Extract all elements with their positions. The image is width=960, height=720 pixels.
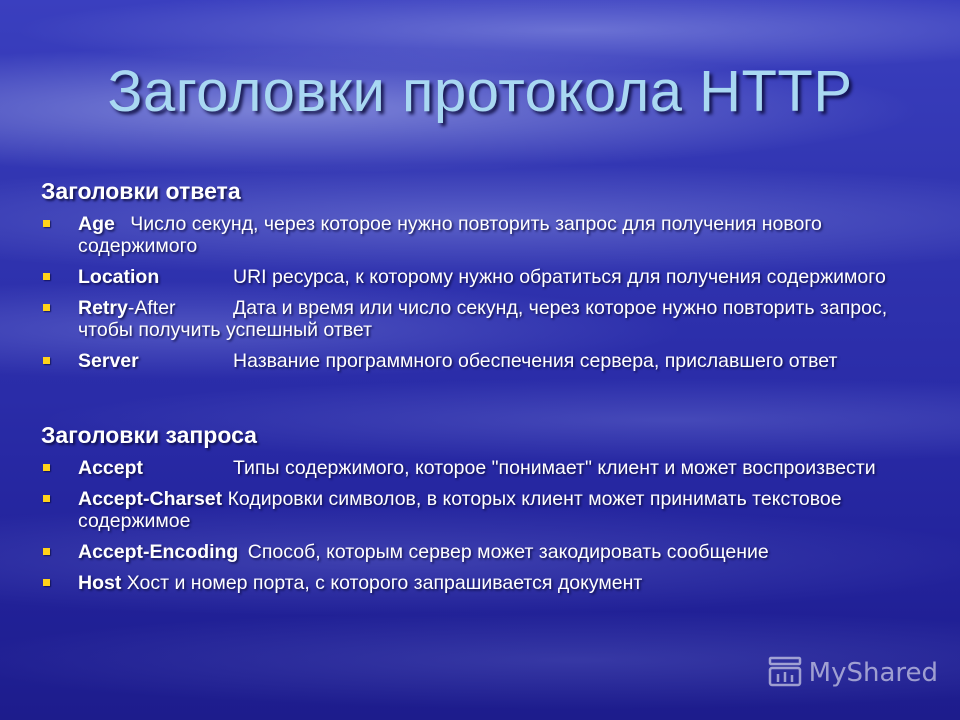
header-description: Типы содержимого, которое "понимает" клиент и может воспроизвести: [233, 457, 876, 479]
header-term: Accept: [78, 457, 144, 479]
slide-title: Заголовки протокола HTTP: [107, 59, 853, 124]
list-item: [41, 297, 931, 341]
header-description: Способ, которым сервер может закодировать сообщение: [247, 541, 769, 563]
request-headers-list: [41, 457, 931, 603]
list-item: [41, 541, 931, 563]
bullet-icon: [43, 579, 50, 586]
bullet-icon: [43, 548, 50, 555]
myshared-logo-icon: [767, 656, 803, 690]
header-description: Дата и время или число секунд, через которое нужно повторить запрос, чтобы получить успешный ответ: [78, 297, 888, 341]
list-item: [41, 350, 931, 372]
list-item: [41, 488, 931, 532]
header-term: Server: [78, 350, 139, 372]
header-term: Age: [78, 213, 115, 235]
header-term: Accept-Encoding: [78, 541, 239, 563]
bullet-icon: [43, 304, 50, 311]
bullet-icon: [43, 220, 50, 227]
header-description: Кодировки символов, в которых клиент может принимать текстовое содержимое: [78, 488, 842, 532]
list-item: [41, 572, 931, 594]
header-description: URI ресурса, к которому нужно обратиться для получения содержимого: [233, 266, 886, 288]
header-term: Accept-Charset: [78, 488, 223, 510]
header-description: Число секунд, через которое нужно повторить запрос для получения нового содержимого: [78, 213, 822, 257]
header-term: Retry: [78, 297, 128, 319]
header-description: Название программного обеспечения сервера, приславшего ответ: [233, 350, 838, 372]
list-item: [41, 457, 931, 479]
header-term: Host: [78, 572, 122, 594]
section-heading-request: Заголовки запроса: [41, 422, 257, 448]
bullet-icon: [43, 273, 50, 280]
watermark: [767, 656, 938, 690]
response-headers-list: [41, 213, 931, 381]
header-description: Хост и номер порта, с которого запрашивается документ: [126, 572, 643, 594]
watermark-text: MyShared: [808, 658, 938, 688]
header-term-rest: -After: [127, 297, 176, 319]
bullet-icon: [43, 495, 50, 502]
bullet-icon: [43, 357, 50, 364]
header-term: Location: [78, 266, 160, 288]
bullet-icon: [43, 464, 50, 471]
section-heading-response: Заголовки ответа: [41, 178, 241, 204]
list-item: [41, 266, 931, 288]
list-item: [41, 213, 931, 257]
